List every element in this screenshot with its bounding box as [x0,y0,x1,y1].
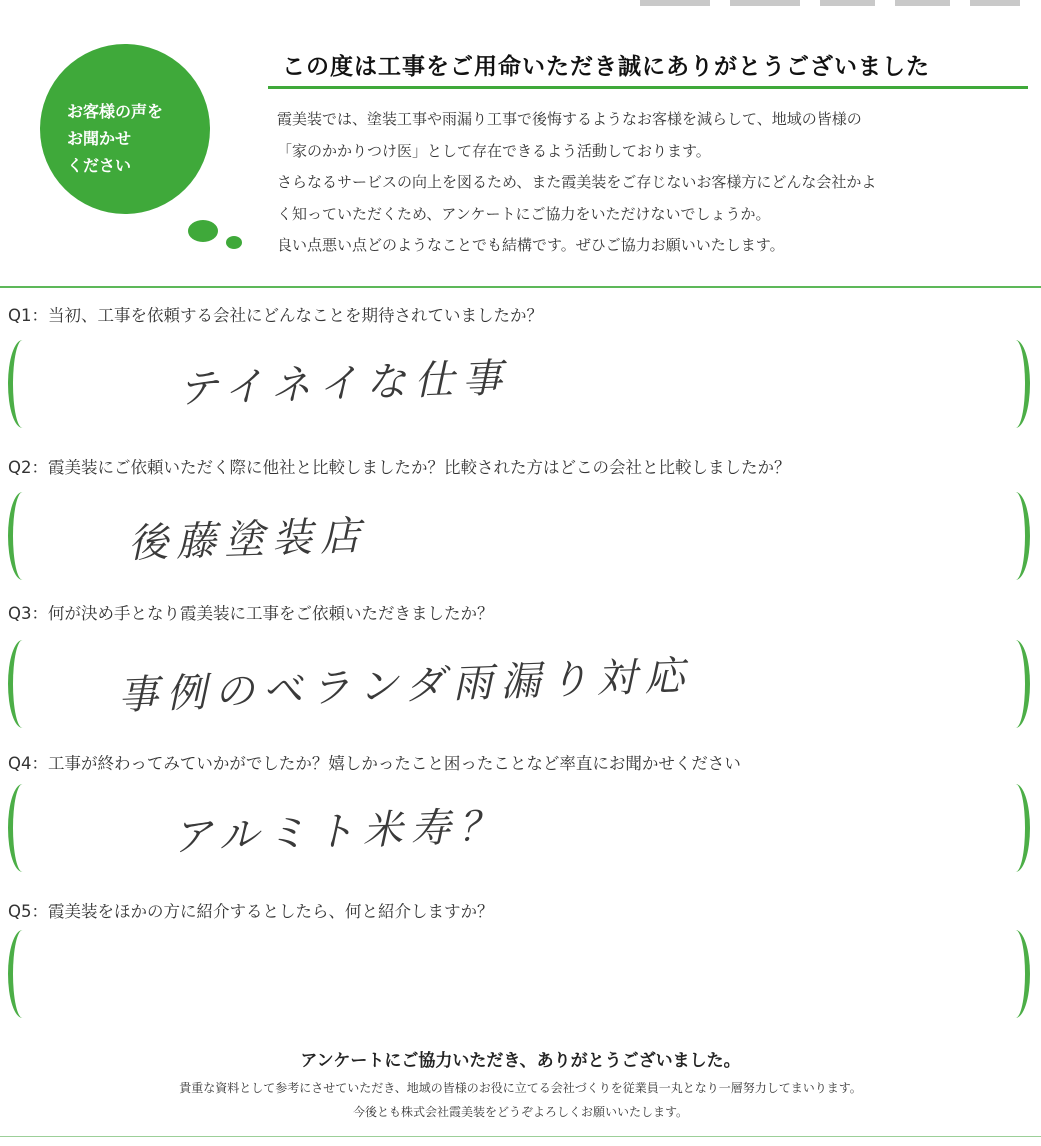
answer-1-open-bracket [8,340,37,428]
answer-1-handwriting: テイネイな仕事 [177,355,511,413]
intro-paragraph [277,104,1037,262]
speech-bubble-badge [40,44,240,244]
answer-4-close-bracket [1001,784,1030,872]
bottom-rule [0,1136,1041,1137]
badge-text [67,98,197,179]
closing-title: アンケートにご協力いただき、ありがとうございました。 [300,1051,741,1071]
heading-underline [268,86,1028,89]
badge-line-3: ください [67,156,132,175]
answer-5-close-bracket [1001,930,1030,1018]
question-3-label: Q3：何が決め手となり霞美装に工事をご依頼いただきましたか？ [8,604,494,623]
closing-line-2: 今後とも株式会社霞美装をどうぞよろしくお願いいたします。 [352,1105,689,1119]
section-divider [0,286,1041,288]
intro-line: 良い点悪い点どのようなことでも結構です。ぜひご協力お願いいたします。 [277,236,785,254]
question-5-label: Q5：霞美装をほかの方に紹介するとしたら、何と紹介しますか？ [8,902,494,921]
answer-4-handwriting: アルミト米寿？ [171,803,508,861]
intro-line: 霞美装では、塗装工事や雨漏り工事で後悔するようなお客様を減らして、地域の皆様の [277,110,862,128]
question-1-label: Q1：当初、工事を依頼する会社にどんなことを期待されていましたか？ [8,306,543,325]
answer-1-close-bracket [1001,340,1030,428]
answer-4-open-bracket [8,784,37,872]
thought-bubble-dot-small [226,236,242,249]
intro-line: さらなるサービスの向上を図るため、また霞美装をご存じないお客様方にどんな会社かよ [277,173,877,191]
thought-bubble-dot-large [188,220,218,242]
closing-line-1: 貴重な資料として参考にさせていただき、地域の皆様のお役に立てる会社づくりを従業員一丸となり一層努力してまいります。 [179,1081,862,1095]
answer-2-close-bracket [1001,492,1030,580]
badge-line-1: お客様の声を [67,102,164,121]
answer-2-open-bracket [8,492,37,580]
question-4-label: Q4：工事が終わってみていかがでしたか？嬉しかったこと困ったことなど率直にお聞かせください [8,754,741,773]
page-heading: この度は工事をご用命いただき誠にありがとうございました [282,54,930,80]
answer-5-open-bracket [8,930,37,1018]
answer-3-close-bracket [1001,640,1030,728]
intro-line: 「家のかかりつけ医」として存在できるよう活動しております。 [277,141,711,160]
answer-3-open-bracket [8,640,37,728]
top-edge-decoration [640,0,1041,8]
answer-3-handwriting: 事例のベランダ雨漏り対応 [117,652,694,720]
badge-line-2: お聞かせ [67,129,132,148]
intro-line: く知っていただくため、アンケートにご協力をいただけないでしょうか。 [277,204,771,223]
question-2-label: Q2：霞美装にご依頼いただく際に他社と比較しましたか？比較された方はどこの会社と比較しましたか？ [8,458,791,477]
answer-2-handwriting: 後藤塗装店 [127,512,369,568]
